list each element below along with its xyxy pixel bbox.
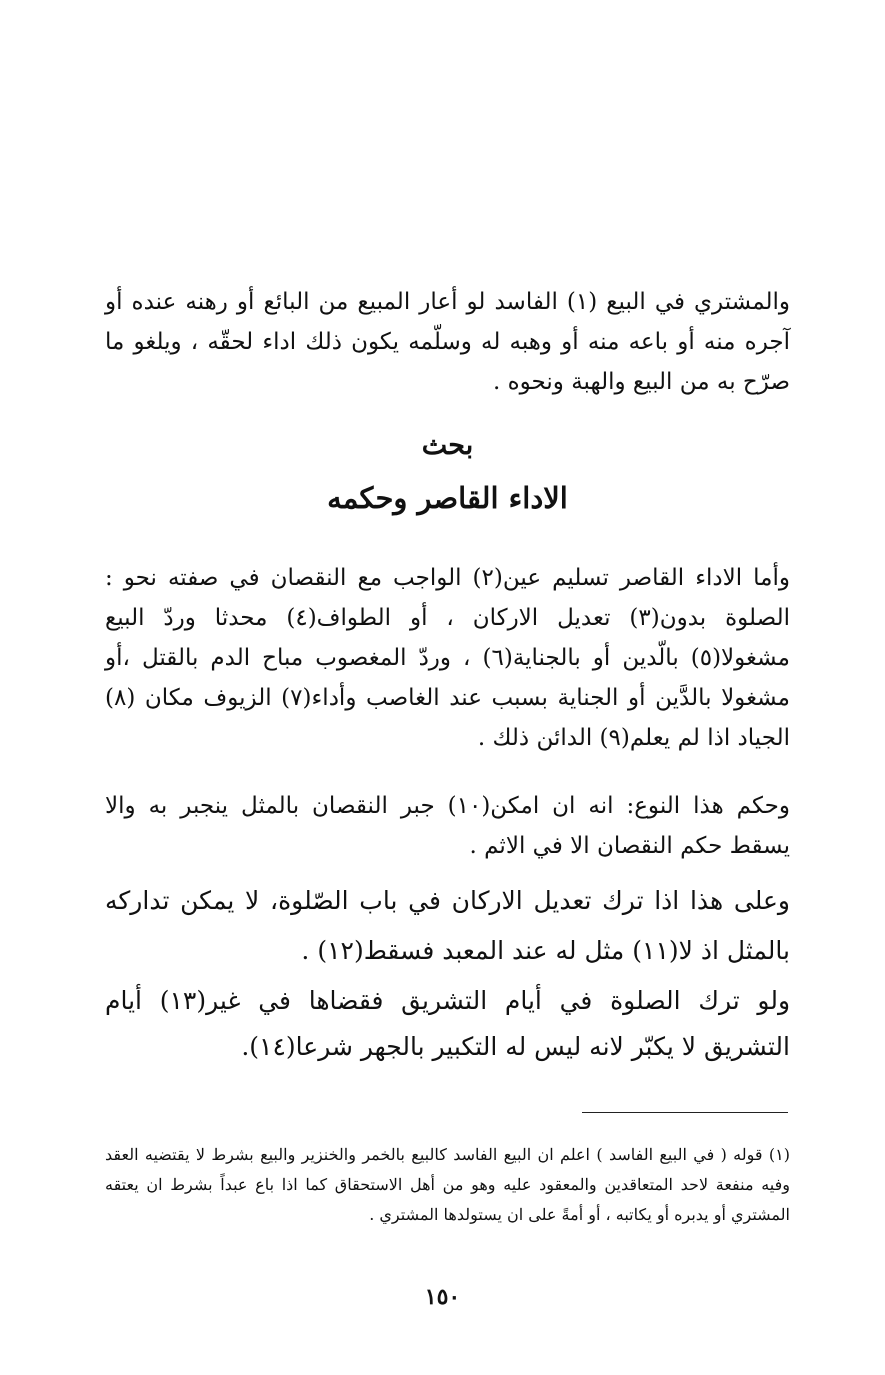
section-label: بحث (421, 430, 474, 461)
footnote-divider (582, 1112, 788, 1113)
section-title: الاداء القاصر وحكمه (327, 481, 568, 515)
intro-paragraph: والمشتري في البيع (١) الفاسد لو أعار المبيع من البائع أو رهنه عنده أو آجره منه أو باعه منه أو وهبه له وسلّمه يكون ذلك اداء لحقّه ، ويلغو ما صرّح به من البيع والهبة ونحوه . (105, 289, 791, 395)
body-paragraph-3: وعلى هذا اذا ترك تعديل الاركان في باب الصّلوة، لا يمكن تداركه بالمثل اذ لا(١١) مثل له عند المعبد فسقط(١٢) . (105, 886, 790, 965)
body-paragraph-2: وحكم هذا النوع: انه ان امكن(١٠) جبر النقصان بالمثل ينجبر به والا يسقط حكم النقصان الا في الاثم . (105, 793, 790, 859)
body-paragraph-1: وأما الاداء القاصر تسليم عين(٢) الواجب مع النقصان في صفته نحو : الصلوة بدون(٣) تعديل الاركان ، أو الطواف(٤) محدثا وردّ البيع مشغولا(٥) بالّدين أو بالجناية(٦) ، وردّ المغصوب مباح الدم بالقتل ،أو مشغولا بالدَّين أو الجناية بسبب عند الغاصب وأداء(٧) الزيوف مكان (٨) الجياد اذا لم يعلم(٩) الدائن ذلك . (105, 565, 791, 751)
page-number: ١٥٠ (424, 1284, 461, 1310)
body-paragraph-4: ولو ترك الصلوة في أيام التشريق فقضاها في غير(١٣) أيام التشريق لا يكبّر لانه ليس له التكبير بالجهر شرعا(١٤). (105, 986, 791, 1061)
footnote-1: (١) قوله ( في البيع الفاسد ) اعلم ان البيع الفاسد كالبيع بالخمر والخنزير والبيع بشرط لا يقتضيه العقد وفيه منفعة لاحد المتعاقدين والمعقود عليه وهو من أهل الاستحقاق كما اذا باع عبداً بشرط ان يعتقه المشتري أو يدبره أو يكاتبه ، أو أمةً على ان يستولدها المشتري . (105, 1145, 790, 1224)
